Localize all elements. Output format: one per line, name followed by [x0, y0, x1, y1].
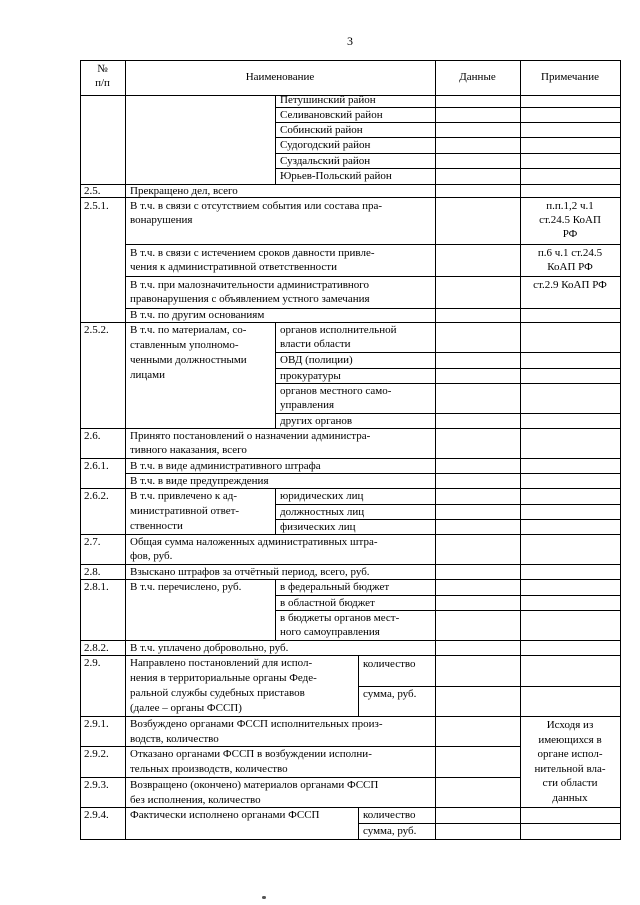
row-name: Возбуждено органами ФССП исполнительных произ- водств, количество [130, 718, 383, 745]
sub-item: в бюджеты органов мест- ного самоуправления [280, 612, 400, 638]
row-name: В т.ч. при малозначительности административного правонарушения с объявлением устного замечания [130, 279, 370, 305]
row-name: В т.ч. по другим основаниям [130, 309, 265, 321]
rule [80, 60, 81, 840]
sub-item: органов исполнительной власти области [280, 324, 397, 350]
row-number: 2.9.4. [84, 809, 109, 821]
district: Судогодский район [280, 139, 371, 151]
row-number: 2.9.3. [84, 779, 109, 791]
rule [125, 60, 126, 840]
rule [80, 60, 621, 61]
report-table [80, 60, 621, 840]
header-data: Данные [459, 71, 496, 83]
row-note: п.п.1,2 ч.1 ст.24.5 КоАП РФ [539, 200, 601, 240]
row-number: 2.6.2. [84, 490, 109, 502]
row-name: В т.ч. в виде административного штрафа [130, 460, 321, 472]
rule [125, 244, 621, 245]
rule [435, 60, 436, 840]
row-name: Взыскано штрафов за отчётный период, всего, руб. [130, 566, 370, 578]
district: Селивановский район [280, 109, 383, 121]
header-name: Наименование [245, 71, 315, 83]
row-name: В т.ч. привлечено к ад- министративной ответ- ственности [130, 490, 240, 532]
scan-speck [262, 896, 266, 899]
row-name: Направлено постановлений для испол- нения в территориальные органы Феде- ральной службы судебных приставов (далее – органы ФССП) [130, 657, 317, 714]
row-note: ст.2.9 КоАП РФ [533, 279, 607, 291]
row-name: Прекращено дел, всего [130, 185, 238, 197]
row-name: В т.ч. по материалам, со- ставленным уполномо- ченными должностными лицами [130, 324, 247, 381]
sub-item: других органов [280, 415, 353, 427]
sub-item: количество [363, 658, 416, 670]
district: Суздальский район [280, 155, 371, 167]
row-name: Отказано органами ФССП в возбуждении исполни- тельных производств, количество [130, 748, 372, 775]
row-name: В т.ч. в связи с истечением сроков давности привле- чения к административной ответственности [130, 247, 375, 273]
row-name: Общая сумма наложенных административных штра- фов, руб. [130, 536, 378, 562]
sub-item: ОВД (полиции) [280, 354, 353, 366]
rule [125, 276, 621, 277]
sub-item: количество [363, 809, 416, 821]
row-name: Фактически исполнено органами ФССП [130, 809, 320, 821]
rule [80, 839, 621, 840]
row-number: 2.6. [84, 430, 101, 442]
sub-item: физических лиц [280, 521, 356, 533]
row-name: В т.ч. уплачено добровольно, руб. [130, 642, 289, 654]
row-number: 2.7. [84, 536, 101, 548]
district: Собинский район [280, 124, 363, 136]
sub-item: прокуратуры [280, 370, 341, 382]
sub-item: органов местного само- управления [280, 385, 392, 411]
row-number: 2.9. [84, 657, 101, 669]
sub-item: в федеральный бюджет [280, 581, 390, 593]
row-name: В т.ч. в связи с отсутствием события или состава пра- вонарушения [130, 200, 383, 226]
row-note: п.6 ч.1 ст.24.5 КоАП РФ [537, 247, 603, 273]
rule [358, 807, 359, 840]
rule [275, 579, 276, 640]
row-name: В т.ч. перечислено, руб. [130, 581, 242, 593]
row-number: 2.9.2. [84, 748, 109, 760]
row-number: 2.5.2. [84, 324, 109, 336]
sub-item: сумма, руб. [363, 688, 417, 700]
row-name: Принято постановлений о назначении администра- тивного наказания, всего [130, 430, 371, 456]
row-number: 2.9.1. [84, 718, 109, 730]
rule [358, 655, 359, 716]
page-number: 3 [347, 34, 353, 48]
rule [275, 95, 276, 184]
sub-item: должностных лиц [280, 506, 365, 518]
row-number: 2.6.1. [84, 460, 109, 472]
header-note: Примечание [541, 71, 599, 83]
row-number: 2.8.2. [84, 642, 109, 654]
header-num: № п/п [95, 63, 110, 89]
row-number: 2.5.1. [84, 200, 109, 212]
district: Юрьев-Польский район [280, 170, 392, 182]
row-note: Исходя из имеющихся в органе испол- нительной вла- сти области данных [534, 719, 606, 804]
rule [275, 488, 276, 534]
row-name: В т.ч. в виде предупреждения [130, 475, 269, 487]
district: Петушинский район [280, 94, 376, 106]
row-number: 2.5. [84, 185, 101, 197]
rule [620, 60, 621, 840]
row-number: 2.8. [84, 566, 101, 578]
sub-item: в областной бюджет [280, 597, 375, 609]
row-name: Возвращено (окончено) материалов органами ФССП без исполнения, количество [130, 779, 379, 806]
sub-item: юридических лиц [280, 490, 364, 502]
row-number: 2.8.1. [84, 581, 109, 593]
rule [275, 322, 276, 428]
sub-item: сумма, руб. [363, 825, 417, 837]
